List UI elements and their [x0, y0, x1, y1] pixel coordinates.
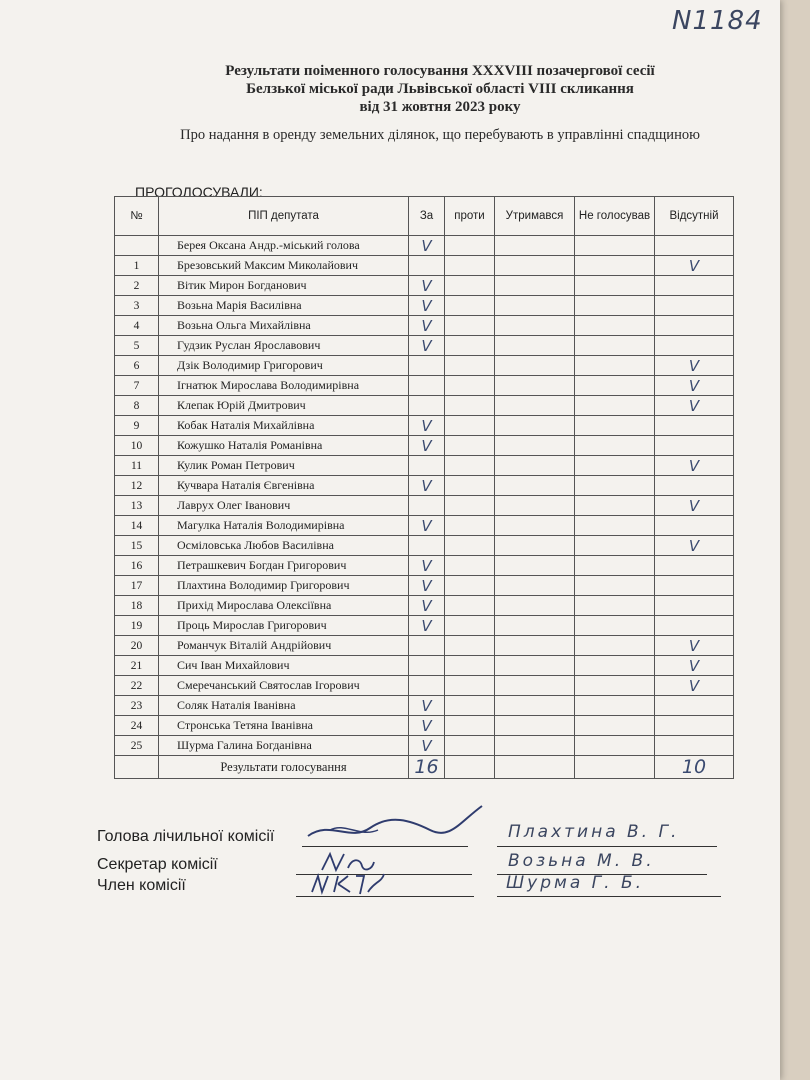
vote-against — [445, 256, 495, 276]
vote-absent: V — [655, 256, 734, 276]
vote-table — [114, 196, 734, 779]
vote-absent — [655, 336, 734, 356]
signature-chair-icon — [300, 800, 490, 850]
vote-not-voted — [575, 576, 655, 596]
vote-absent: V — [655, 536, 734, 556]
vote-abstain — [495, 616, 575, 636]
row-number: 11 — [115, 456, 159, 476]
vote-against — [445, 736, 495, 756]
row-number: 8 — [115, 396, 159, 416]
vote-for: V — [409, 436, 445, 456]
vote-not-voted — [575, 596, 655, 616]
vote-for — [409, 656, 445, 676]
vote-for: V — [409, 276, 445, 296]
table-row — [115, 716, 734, 736]
row-number: 21 — [115, 656, 159, 676]
signature-role-secretary: Секретар комісії — [97, 856, 218, 873]
deputy-name: Романчук Віталій Андрійович — [159, 636, 409, 656]
signature-name-chair: Плахтина В. Г. — [508, 822, 680, 842]
table-row — [115, 536, 734, 556]
deputy-name: Плахтина Володимир Григорович — [159, 576, 409, 596]
total-for: 16 — [409, 756, 445, 779]
vote-absent: V — [655, 456, 734, 476]
table-row — [115, 476, 734, 496]
vote-not-voted — [575, 316, 655, 336]
deputy-name: Возьна Ольга Михайлівна — [159, 316, 409, 336]
vote-absent — [655, 736, 734, 756]
vote-abstain — [495, 496, 575, 516]
vote-for: V — [409, 236, 445, 256]
signature-name-line-member — [497, 896, 721, 897]
vote-not-voted — [575, 736, 655, 756]
vote-for — [409, 456, 445, 476]
vote-for: V — [409, 596, 445, 616]
vote-abstain — [495, 696, 575, 716]
vote-not-voted — [575, 296, 655, 316]
vote-not-voted — [575, 336, 655, 356]
col-abstain-header: Утримався — [495, 197, 575, 236]
deputy-name: Брезовський Максим Миколайович — [159, 256, 409, 276]
vote-absent — [655, 276, 734, 296]
vote-not-voted — [575, 716, 655, 736]
vote-against — [445, 436, 495, 456]
subject-line: Про надання в оренду земельних ділянок, що перебувають в управлінні спадщиною — [180, 127, 700, 143]
table-row — [115, 376, 734, 396]
deputy-name: Стронська Тетяна Іванівна — [159, 716, 409, 736]
vote-abstain — [495, 636, 575, 656]
vote-for: V — [409, 476, 445, 496]
vote-for: V — [409, 576, 445, 596]
vote-for: V — [409, 516, 445, 536]
deputy-name: Петрашкевич Богдан Григорович — [159, 556, 409, 576]
vote-abstain — [495, 356, 575, 376]
col-name-header: ПІП депутата — [159, 197, 409, 236]
vote-not-voted — [575, 556, 655, 576]
deputy-name: Ігнатюк Мирослава Володимирівна — [159, 376, 409, 396]
vote-absent — [655, 596, 734, 616]
row-number: 6 — [115, 356, 159, 376]
vote-not-voted — [575, 456, 655, 476]
table-row — [115, 296, 734, 316]
vote-for — [409, 376, 445, 396]
vote-not-voted — [575, 676, 655, 696]
table-row — [115, 576, 734, 596]
table-row — [115, 736, 734, 756]
vote-against — [445, 556, 495, 576]
vote-abstain — [495, 376, 575, 396]
vote-against — [445, 576, 495, 596]
vote-abstain — [495, 296, 575, 316]
deputy-name: Соляк Наталія Іванівна — [159, 696, 409, 716]
title-line-2: Белзької міської ради Львівської області VIII скликання — [246, 81, 634, 97]
table-row — [115, 636, 734, 656]
vote-absent — [655, 296, 734, 316]
deputy-name: Смеречанський Святослав Ігорович — [159, 676, 409, 696]
row-number: 13 — [115, 496, 159, 516]
vote-against — [445, 356, 495, 376]
row-number: 4 — [115, 316, 159, 336]
table-row — [115, 396, 734, 416]
col-against-header: проти — [445, 197, 495, 236]
signature-name-secretary: Возьна М. В. — [508, 851, 655, 871]
table-row — [115, 656, 734, 676]
vote-not-voted — [575, 436, 655, 456]
totals-row — [115, 756, 734, 779]
deputy-name: Лаврух Олег Іванович — [159, 496, 409, 516]
total-absent: 10 — [655, 756, 734, 779]
deputy-name: Прихід Мирослава Олексіївна — [159, 596, 409, 616]
deputy-name: Осміловська Любов Василівна — [159, 536, 409, 556]
vote-against — [445, 476, 495, 496]
vote-for: V — [409, 336, 445, 356]
vote-against — [445, 276, 495, 296]
vote-for: V — [409, 616, 445, 636]
vote-against — [445, 616, 495, 636]
table-row — [115, 356, 734, 376]
row-number: 24 — [115, 716, 159, 736]
vote-for — [409, 636, 445, 656]
vote-against — [445, 536, 495, 556]
vote-absent — [655, 236, 734, 256]
vote-absent — [655, 616, 734, 636]
vote-abstain — [495, 736, 575, 756]
table-row — [115, 696, 734, 716]
row-number: 22 — [115, 676, 159, 696]
col-absent-header: Відсутній — [655, 197, 734, 236]
total-not-voted — [575, 756, 655, 779]
vote-abstain — [495, 256, 575, 276]
deputy-name: Вітик Мирон Богданович — [159, 276, 409, 296]
row-number: 23 — [115, 696, 159, 716]
vote-abstain — [495, 716, 575, 736]
vote-not-voted — [575, 236, 655, 256]
vote-against — [445, 336, 495, 356]
title-line-1: Результати поіменного голосування XXXVIII позачергової сесії — [225, 63, 655, 79]
vote-against — [445, 676, 495, 696]
table-row — [115, 256, 734, 276]
vote-against — [445, 636, 495, 656]
col-for-header: За — [409, 197, 445, 236]
vote-for: V — [409, 556, 445, 576]
vote-against — [445, 516, 495, 536]
vote-abstain — [495, 456, 575, 476]
deputy-name: Проць Мирослав Григорович — [159, 616, 409, 636]
vote-absent — [655, 436, 734, 456]
signature-role-chair: Голова лічильної комісії — [97, 828, 275, 845]
vote-absent: V — [655, 496, 734, 516]
vote-abstain — [495, 576, 575, 596]
vote-abstain — [495, 316, 575, 336]
vote-absent: V — [655, 396, 734, 416]
row-number: 19 — [115, 616, 159, 636]
vote-absent — [655, 576, 734, 596]
signature-member-icon — [308, 872, 388, 898]
vote-for — [409, 536, 445, 556]
table-row — [115, 556, 734, 576]
deputy-name: Сич Іван Михайлович — [159, 656, 409, 676]
table-row — [115, 516, 734, 536]
deputy-name: Кобак Наталія Михайлівна — [159, 416, 409, 436]
deputy-name: Кучвара Наталія Євгенівна — [159, 476, 409, 496]
vote-absent — [655, 316, 734, 336]
vote-abstain — [495, 336, 575, 356]
deputy-name: Клепак Юрій Дмитрович — [159, 396, 409, 416]
deputy-name: Гудзик Руслан Ярославович — [159, 336, 409, 356]
row-number: 20 — [115, 636, 159, 656]
vote-absent — [655, 556, 734, 576]
vote-abstain — [495, 676, 575, 696]
table-row — [115, 416, 734, 436]
vote-not-voted — [575, 496, 655, 516]
vote-abstain — [495, 656, 575, 676]
vote-for: V — [409, 316, 445, 336]
vote-not-voted — [575, 516, 655, 536]
col-number-header: № — [115, 197, 159, 236]
total-against — [445, 756, 495, 779]
vote-against — [445, 236, 495, 256]
row-number: 2 — [115, 276, 159, 296]
vote-not-voted — [575, 696, 655, 716]
vote-abstain — [495, 556, 575, 576]
vote-not-voted — [575, 636, 655, 656]
vote-abstain — [495, 476, 575, 496]
voted-label: ПРОГОЛОСУВАЛИ: — [135, 184, 263, 200]
vote-for — [409, 356, 445, 376]
row-number: 25 — [115, 736, 159, 756]
vote-abstain — [495, 236, 575, 256]
row-number: 18 — [115, 596, 159, 616]
vote-for — [409, 676, 445, 696]
vote-abstain — [495, 516, 575, 536]
deputy-name: Берея Оксана Андр.-міський голова — [159, 236, 409, 256]
row-number: 14 — [115, 516, 159, 536]
deputy-name: Кожушко Наталія Романівна — [159, 436, 409, 456]
vote-absent: V — [655, 376, 734, 396]
vote-absent — [655, 516, 734, 536]
vote-against — [445, 316, 495, 336]
vote-not-voted — [575, 256, 655, 276]
deputy-name: Возьна Марія Василівна — [159, 296, 409, 316]
vote-against — [445, 296, 495, 316]
row-number: 10 — [115, 436, 159, 456]
deputy-name: Кулик Роман Петрович — [159, 456, 409, 476]
row-number: 3 — [115, 296, 159, 316]
vote-absent — [655, 416, 734, 436]
vote-for: V — [409, 416, 445, 436]
vote-against — [445, 656, 495, 676]
row-number: 5 — [115, 336, 159, 356]
vote-not-voted — [575, 536, 655, 556]
row-number: 12 — [115, 476, 159, 496]
table-row — [115, 316, 734, 336]
table-header-row — [115, 197, 734, 236]
signature-role-member: Член комісії — [97, 877, 186, 894]
vote-absent — [655, 696, 734, 716]
table-row — [115, 276, 734, 296]
vote-not-voted — [575, 376, 655, 396]
vote-against — [445, 596, 495, 616]
table-row — [115, 336, 734, 356]
vote-not-voted — [575, 356, 655, 376]
signature-name-member: Шурма Г. Б. — [506, 873, 645, 893]
vote-absent: V — [655, 676, 734, 696]
title-line-3: від 31 жовтня 2023 року — [359, 99, 521, 115]
vote-for: V — [409, 736, 445, 756]
vote-absent — [655, 476, 734, 496]
totals-label: Результати голосування — [159, 756, 409, 779]
vote-against — [445, 396, 495, 416]
vote-abstain — [495, 416, 575, 436]
vote-against — [445, 696, 495, 716]
vote-absent: V — [655, 636, 734, 656]
row-number: 9 — [115, 416, 159, 436]
row-number — [115, 236, 159, 256]
table-row — [115, 616, 734, 636]
vote-against — [445, 376, 495, 396]
vote-absent: V — [655, 356, 734, 376]
vote-abstain — [495, 276, 575, 296]
table-row — [115, 236, 734, 256]
col-not-voted-header: Не голосував — [575, 197, 655, 236]
deputy-name: Дзік Володимир Григорович — [159, 356, 409, 376]
total-abstain — [495, 756, 575, 779]
vote-against — [445, 456, 495, 476]
table-row — [115, 676, 734, 696]
row-number: 1 — [115, 256, 159, 276]
row-number: 17 — [115, 576, 159, 596]
vote-abstain — [495, 536, 575, 556]
table-row — [115, 436, 734, 456]
deputy-name: Шурма Галина Богданівна — [159, 736, 409, 756]
vote-not-voted — [575, 416, 655, 436]
vote-abstain — [495, 396, 575, 416]
vote-for: V — [409, 296, 445, 316]
vote-for — [409, 396, 445, 416]
vote-not-voted — [575, 396, 655, 416]
vote-for — [409, 256, 445, 276]
document-number: N1184 — [672, 6, 763, 36]
row-number: 7 — [115, 376, 159, 396]
table-row — [115, 496, 734, 516]
vote-not-voted — [575, 476, 655, 496]
vote-abstain — [495, 436, 575, 456]
row-number: 15 — [115, 536, 159, 556]
table-row — [115, 456, 734, 476]
vote-against — [445, 716, 495, 736]
vote-against — [445, 416, 495, 436]
vote-for — [409, 496, 445, 516]
vote-not-voted — [575, 616, 655, 636]
totals-blank — [115, 756, 159, 779]
signature-name-line-chair — [497, 846, 717, 847]
table-row — [115, 596, 734, 616]
vote-absent: V — [655, 656, 734, 676]
vote-not-voted — [575, 656, 655, 676]
vote-abstain — [495, 596, 575, 616]
vote-against — [445, 496, 495, 516]
vote-for: V — [409, 716, 445, 736]
deputy-name: Магулка Наталія Володимирівна — [159, 516, 409, 536]
vote-for: V — [409, 696, 445, 716]
vote-absent — [655, 716, 734, 736]
vote-not-voted — [575, 276, 655, 296]
row-number: 16 — [115, 556, 159, 576]
